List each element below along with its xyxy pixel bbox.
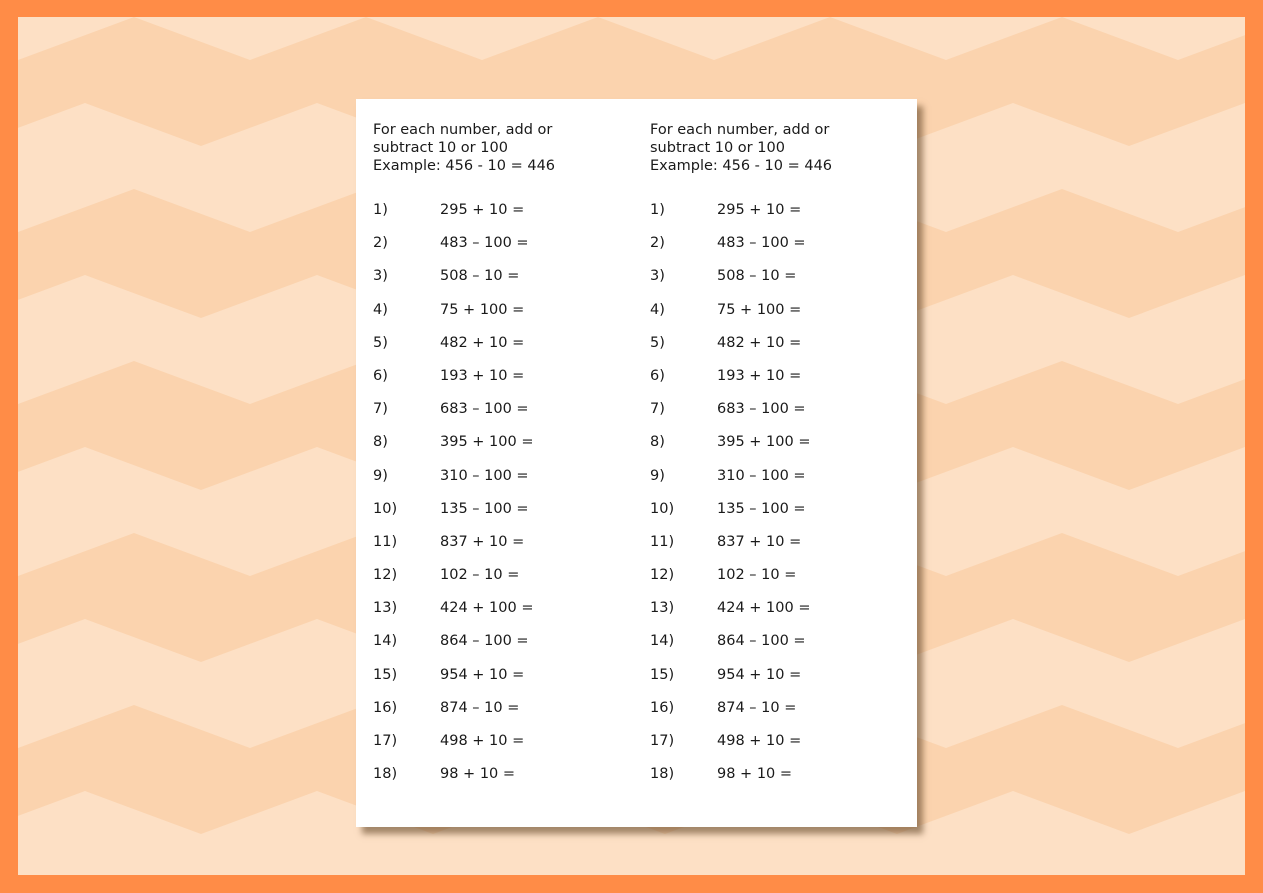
chevron-background [18, 17, 1245, 875]
problem-number: 13) [373, 600, 398, 617]
problem-expression: 954 + 10 = [440, 666, 525, 683]
problem-expression: 864 – 100 = [440, 633, 529, 650]
problem-expression: 424 + 100 = [440, 600, 534, 617]
problem-expression: 102 – 10 = [717, 567, 797, 584]
problem-number: 2) [373, 235, 388, 252]
problem-expression: 837 + 10 = [440, 533, 525, 550]
problem-expression: 424 + 100 = [717, 600, 811, 617]
problem-expression: 193 + 10 = [440, 367, 525, 384]
problem-number: 7) [650, 401, 665, 418]
problem-number: 18) [650, 766, 675, 783]
problem-number: 1) [373, 202, 388, 218]
problem-number: 17) [373, 733, 398, 749]
problem-expression: 102 – 10 = [440, 567, 520, 584]
problem-expression: 954 + 10 = [717, 666, 802, 683]
instruction-line: subtract 10 or 100 [650, 140, 785, 156]
example-line: Example: 456 - 10 = 446 [650, 158, 833, 174]
problem-number: 7) [373, 401, 388, 418]
problem-expression: 310 – 100 = [717, 467, 806, 484]
problem-expression: 874 – 10 = [717, 699, 797, 716]
problem-expression: 395 + 100 = [440, 434, 534, 451]
problem-expression: 864 – 100 = [717, 633, 806, 650]
problem-number: 1) [650, 202, 665, 218]
problem-expression: 683 – 100 = [440, 401, 529, 418]
problem-number: 9) [650, 467, 665, 484]
problem-number: 11) [373, 533, 398, 550]
problem-number: 3) [373, 268, 388, 285]
problem-expression: 837 + 10 = [717, 533, 802, 550]
problem-expression: 498 + 10 = [440, 733, 525, 749]
problem-number: 2) [650, 235, 665, 252]
instruction-line: For each number, add or [650, 122, 830, 138]
problem-number: 18) [373, 766, 398, 783]
problem-expression: 295 + 10 = [440, 202, 525, 218]
instructions [650, 121, 910, 175]
worksheet-preview[interactable] [356, 99, 917, 827]
problem-number: 11) [650, 533, 675, 550]
problem-number: 15) [650, 666, 675, 683]
problem-number: 12) [373, 567, 398, 584]
worksheet-column-left [373, 121, 633, 783]
problem-expression: 498 + 10 = [717, 733, 802, 749]
problem-number: 8) [373, 434, 388, 451]
problem-number: 6) [650, 367, 665, 384]
problem-expression: 508 – 10 = [440, 268, 520, 285]
problem-number: 14) [373, 633, 398, 650]
problem-expression: 310 – 100 = [440, 467, 529, 484]
problem-expression: 135 – 100 = [717, 500, 806, 517]
problem-expression: 483 – 100 = [717, 235, 806, 252]
problem-number: 17) [650, 733, 675, 749]
problem-expression: 508 – 10 = [717, 268, 797, 285]
problem-number: 15) [373, 666, 398, 683]
problem-expression: 683 – 100 = [717, 401, 806, 418]
example-line: Example: 456 - 10 = 446 [373, 158, 556, 174]
problem-expression: 482 + 10 = [717, 334, 802, 351]
problem-expression: 482 + 10 = [440, 334, 525, 351]
problem-expression: 874 – 10 = [440, 699, 520, 716]
problem-number: 9) [373, 467, 388, 484]
instructions [373, 121, 633, 175]
worksheet-column-right [650, 121, 910, 783]
problem-number: 5) [373, 334, 388, 351]
problem-number: 5) [650, 334, 665, 351]
problem-number: 16) [650, 699, 675, 716]
problem-number: 12) [650, 567, 675, 584]
problem-expression: 98 + 10 = [440, 766, 516, 783]
problem-expression: 193 + 10 = [717, 367, 802, 384]
problem-expression: 295 + 10 = [717, 202, 802, 218]
problem-number: 16) [373, 699, 398, 716]
problem-number: 4) [650, 301, 665, 318]
problem-number: 10) [650, 500, 675, 517]
problem-number: 8) [650, 434, 665, 451]
problem-expression: 483 – 100 = [440, 235, 529, 252]
problem-number: 13) [650, 600, 675, 617]
instruction-line: For each number, add or [373, 122, 553, 138]
problem-number: 3) [650, 268, 665, 285]
instruction-line: subtract 10 or 100 [373, 140, 508, 156]
problem-expression: 75 + 100 = [717, 301, 802, 318]
problem-expression: 98 + 10 = [717, 766, 793, 783]
problem-number: 4) [373, 301, 388, 318]
problem-expression: 75 + 100 = [440, 301, 525, 318]
problem-number: 10) [373, 500, 398, 517]
problem-number: 6) [373, 367, 388, 384]
problem-expression: 395 + 100 = [717, 434, 811, 451]
problem-expression: 135 – 100 = [440, 500, 529, 517]
problem-number: 14) [650, 633, 675, 650]
